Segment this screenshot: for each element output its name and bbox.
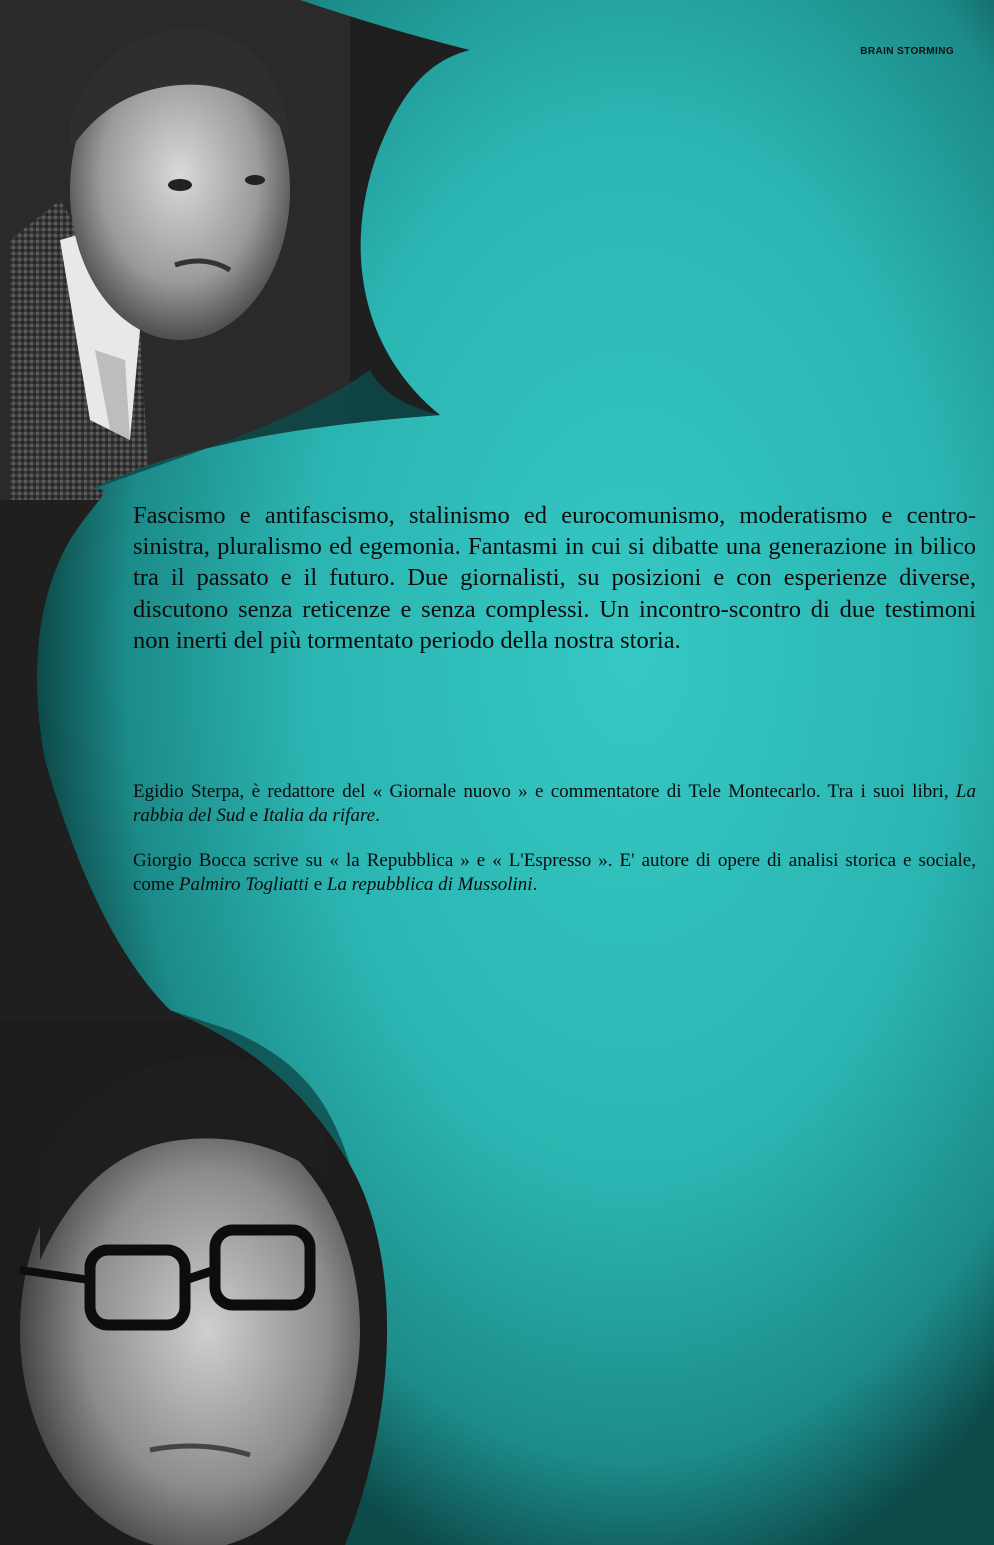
book-title: La repubblica di Mussolini — [326, 874, 533, 895]
book-title: Italia da rifare — [262, 805, 376, 826]
punctuation: . — [375, 805, 380, 826]
series-label: BRAIN STORMING — [860, 46, 954, 57]
conjunction: e — [308, 874, 327, 895]
blurb-text: Fascismo e antifascismo, stalinismo ed eurocomunismo, moderatismo e centro-sinistra, pluralismo ed egemonia. Fantasmi in cui si dibatte una generazione in bilico tra il passato e il futuro. Due giornalisti, su posizioni e con esperienze diverse, discutono senza reticenze e senza complessi. Un incontro-scontro di due testimoni non inerti del più tormentato periodo della nostra storia. — [133, 502, 976, 654]
bio-bocca — [133, 849, 976, 897]
book-title: Palmiro Togliatti — [178, 874, 309, 895]
bio-sterpa — [133, 780, 976, 828]
bio-sterpa-text: Egidio Sterpa, è redattore del « Giornale nuovo » e commentatore di Tele Montecarlo. Tra i suoi libri, — [133, 781, 956, 802]
conjunction: e — [244, 805, 263, 826]
book-title: La rabbia del Sud — [133, 781, 976, 826]
punctuation: . — [532, 874, 538, 895]
bio-bocca-text: Giorgio Bocca scrive su « la Repubblica » e « L'Espresso ». E' autore di opere di analisi storica e sociale, come — [133, 850, 976, 895]
